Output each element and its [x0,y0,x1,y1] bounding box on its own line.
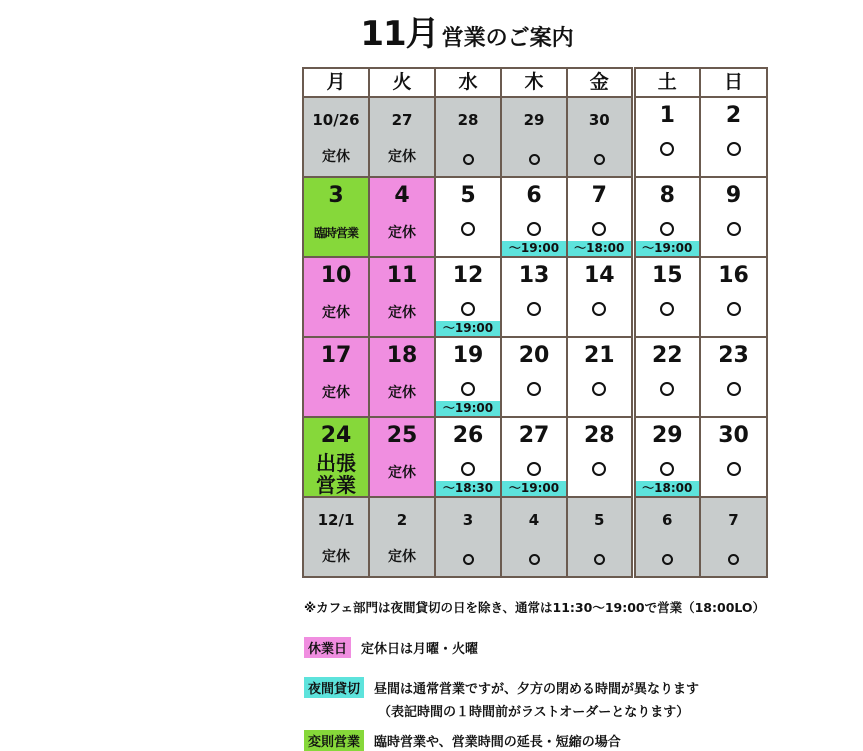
calendar-day-cell [700,97,767,177]
calendar-day-cell [501,497,567,577]
day-status-open [701,138,766,162]
day-status-open [568,548,631,572]
calendar-day-cell [700,497,767,577]
day-status-open [636,548,700,572]
day-status-label: 定休 [388,385,416,401]
open-circle-icon [527,222,541,236]
day-status-label: 定休 [388,465,416,481]
day-status-label: 定休 [388,149,416,165]
calendar-day-cell [501,417,567,497]
title-month: 11月 [360,14,439,54]
calendar-day-cell [501,97,567,177]
calendar-day-cell [700,337,767,417]
calendar-day-cell [303,257,369,337]
day-number: 5 [594,511,605,529]
day-number: 10/26 [312,111,360,129]
day-status-open [636,458,700,482]
day-status-label: 臨時営業 [313,226,358,240]
calendar-day-cell [369,337,435,417]
day-status-label: 定休 [322,549,350,565]
day-status-open [502,298,566,322]
day-number: 3 [462,511,474,529]
day-number: 20 [518,343,550,368]
day-number: 3 [328,183,344,208]
calendar-day-cell [369,177,435,257]
calendar-day-cell [369,257,435,337]
page-title [302,6,632,54]
legend-irregular [304,730,621,751]
cafe-footnote: ※カフェ部門は夜間貸切の日を除き、通常は11:30〜19:00で営業（18:00LO） [304,600,766,615]
day-number: 1 [659,103,675,128]
day-number: 12 [452,263,484,288]
day-status-open [568,458,631,482]
open-circle-icon [527,382,541,396]
day-number: 2 [396,511,408,529]
calendar-day-cell [633,257,700,337]
day-number: 15 [651,263,683,288]
day-number: 23 [718,343,749,368]
calendar-day-cell [700,257,767,337]
calendar-day-cell [435,337,501,417]
day-status-open [701,458,766,482]
calendar-week-row [303,337,767,417]
open-circle-icon [727,302,741,316]
calendar-week-row [303,97,767,177]
day-number: 18 [386,343,418,368]
calendar-day-cell [501,257,567,337]
closing-time-badge: 〜18:00 [636,481,700,496]
day-status-label: 定休 [322,149,350,165]
legend-text-private: 昼間は通常営業ですが、夕方の閉める時間が異なります [374,682,700,697]
weekday-sat: 土 [633,68,700,97]
day-number: 7 [728,511,739,529]
calendar-day-cell [501,177,567,257]
open-circle-icon [594,554,605,565]
day-status-open [636,378,700,402]
calendar-day-cell [633,177,700,257]
day-number: 29 [523,111,545,129]
day-number: 10 [320,263,352,288]
open-circle-icon [529,154,540,165]
day-status-open [436,298,500,322]
calendar-day-cell [369,417,435,497]
open-circle-icon [660,462,674,476]
calendar-day-cell [633,497,700,577]
closing-time-badge: 〜18:00 [568,241,631,256]
closing-time-badge: 〜18:30 [436,481,500,496]
day-number: 2 [725,103,742,128]
day-status-label: 定休 [388,225,416,241]
day-number: 22 [651,343,683,368]
day-number: 17 [320,343,352,368]
open-circle-icon [727,142,741,156]
day-status-open [568,218,631,242]
day-number: 11 [386,263,418,288]
open-circle-icon [728,554,739,565]
weekday-fri: 金 [567,68,633,97]
calendar-day-cell [567,97,633,177]
calendar-day-cell [435,417,501,497]
day-status-open [568,148,631,172]
day-number: 12/1 [317,511,355,529]
calendar-day-cell [567,177,633,257]
calendar-day-cell [435,177,501,257]
closing-time-badge: 〜19:00 [502,241,566,256]
day-status-label [304,452,368,496]
day-status-line: 出張 [316,451,356,475]
day-number: 8 [659,183,675,208]
open-circle-icon [727,222,741,236]
calendar-day-cell [303,337,369,417]
day-status-open [436,148,500,172]
calendar-day-cell [567,257,633,337]
title-text: 営業のご案内 [441,26,574,51]
day-number: 28 [583,423,615,448]
day-number: 26 [452,423,484,448]
closing-time-badge: 〜19:00 [436,401,500,416]
calendar-day-cell [303,497,369,577]
day-number: 30 [588,111,610,129]
day-status-label: 定休 [388,549,416,565]
weekday-thu: 木 [501,68,567,97]
day-status-open [436,458,500,482]
day-number: 6 [662,511,673,529]
calendar-day-cell [567,337,633,417]
open-circle-icon [592,222,606,236]
day-number: 4 [394,183,410,208]
day-status-label: 定休 [322,305,350,321]
calendar-day-cell [633,337,700,417]
day-number: 16 [718,263,749,288]
open-circle-icon [660,302,674,316]
calendar-week-row [303,497,767,577]
day-status-open [701,298,766,322]
legend-tag-irregular: 変則営業 [304,730,364,751]
closing-time-badge: 〜19:00 [636,241,700,256]
calendar-week-row [303,177,767,257]
open-circle-icon [660,222,674,236]
open-circle-icon [660,382,674,396]
open-circle-icon [662,554,673,565]
day-status-open [502,548,566,572]
open-circle-icon [461,462,475,476]
day-number: 29 [651,423,683,448]
day-status-open [502,458,566,482]
legend-text-holiday: 定休日は月曜・火曜 [361,642,479,657]
day-status-open [636,138,700,162]
open-circle-icon [461,382,475,396]
open-circle-icon [461,302,475,316]
legend-text-private-2: （表記時間の１時間前がラストオーダーとなります） [378,705,690,720]
calendar-day-cell [633,97,700,177]
calendar-day-cell [303,97,369,177]
day-status-open [701,218,766,242]
open-circle-icon [527,302,541,316]
open-circle-icon [463,154,474,165]
open-circle-icon [527,462,541,476]
day-status-label: 定休 [388,305,416,321]
open-circle-icon [594,154,605,165]
calendar-day-cell [567,417,633,497]
day-status-open [436,548,500,572]
calendar-week-row [303,257,767,337]
open-circle-icon [592,382,606,396]
calendar-day-cell [435,97,501,177]
day-number: 30 [718,423,749,448]
calendar-day-cell [369,497,435,577]
calendar-day-cell [435,497,501,577]
closing-time-badge: 〜19:00 [502,481,566,496]
legend-tag-private: 夜間貸切 [304,677,364,698]
open-circle-icon [461,222,475,236]
day-number: 5 [460,183,476,208]
calendar-day-cell [435,257,501,337]
open-circle-icon [727,462,741,476]
weekday-tue: 火 [369,68,435,97]
weekday-header-row [303,68,767,97]
legend-holiday [304,637,478,658]
day-status-open [436,218,500,242]
day-number: 28 [457,111,479,129]
day-status-label: 定休 [322,385,350,401]
calendar-day-cell [501,337,567,417]
calendar-day-cell [303,417,369,497]
day-number: 19 [452,343,484,368]
calendar-day-cell [567,497,633,577]
day-status-open [436,378,500,402]
weekday-mon: 月 [303,68,369,97]
day-status-open [502,378,566,402]
calendar-table [302,67,768,578]
day-status-line: 営業 [316,473,356,497]
open-circle-icon [529,554,540,565]
open-circle-icon [592,302,606,316]
day-number: 27 [391,111,413,129]
day-status-open [502,148,566,172]
day-status-open [636,218,700,242]
open-circle-icon [463,554,474,565]
open-circle-icon [727,382,741,396]
day-number: 24 [320,423,352,448]
day-number: 13 [518,263,550,288]
closing-time-badge: 〜19:00 [436,321,500,336]
day-number: 6 [526,183,542,208]
day-number: 27 [518,423,550,448]
day-number: 21 [583,343,615,368]
day-number: 4 [528,511,540,529]
calendar-day-cell [303,177,369,257]
day-number: 9 [725,183,742,208]
calendar-day-cell [633,417,700,497]
weekday-wed: 水 [435,68,501,97]
day-number: 25 [386,423,418,448]
day-status-open [568,298,631,322]
day-status-open [701,548,766,572]
calendar-day-cell [700,417,767,497]
legend-tag-holiday: 休業日 [304,637,351,658]
day-number: 7 [591,183,607,208]
day-number: 14 [583,263,615,288]
day-status-open [701,378,766,402]
calendar-week-row [303,417,767,497]
calendar-day-cell [369,97,435,177]
legend-text-irregular: 臨時営業や、営業時間の延長・短縮の場合 [374,735,621,750]
legend-private [304,677,699,720]
weekday-sun: 日 [700,68,767,97]
day-status-open [502,218,566,242]
day-status-open [568,378,631,402]
calendar-day-cell [700,177,767,257]
open-circle-icon [592,462,606,476]
day-status-open [636,298,700,322]
open-circle-icon [660,142,674,156]
